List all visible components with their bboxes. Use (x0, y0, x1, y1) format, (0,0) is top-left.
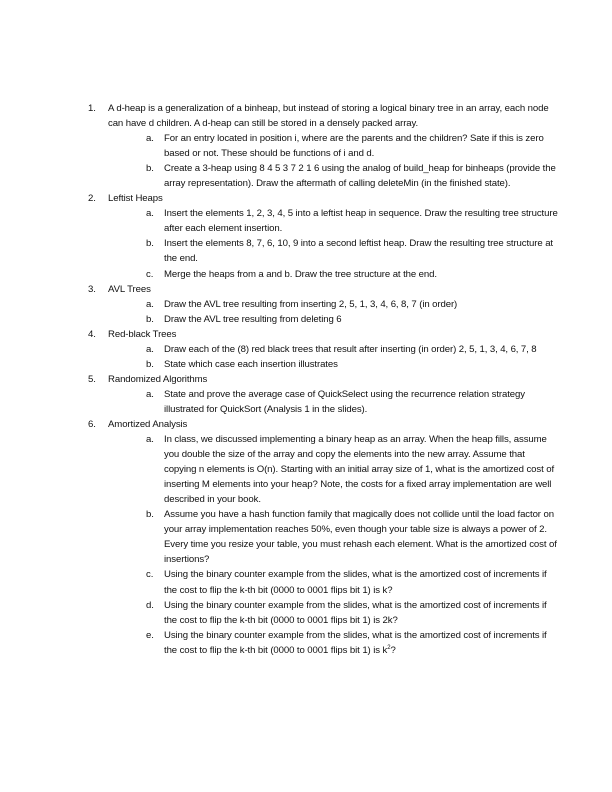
subquestion-letter: b. (146, 509, 154, 521)
subquestion-5a (108, 387, 558, 417)
subquestion-3b (108, 312, 558, 327)
subquestion-text-main: Using the binary counter example from the slides, what is the amortized cost of increments if the cost to flip the k-th bit (0000 to 0001 flips bit 1) is k (164, 629, 547, 656)
question-text: AVL Trees (108, 283, 151, 295)
question-number: 2. (88, 193, 96, 205)
subquestion-2c (108, 267, 558, 282)
question-number: 3. (88, 283, 96, 295)
subquestion-2b (108, 236, 558, 266)
subquestion-text: Insert the elements 8, 7, 6, 10, 9 into a second leftist heap. Draw the resulting tree structure at the end. (164, 238, 553, 265)
question-number: 1. (88, 103, 96, 114)
subquestion-text: For an entry located in position i, where are the parents and the children? Sate if this is zero based or not. These should be functions of i and d. (164, 133, 544, 160)
subquestion-text: State which case each insertion illustrates (164, 358, 338, 370)
subquestion-6e (108, 628, 558, 658)
subquestion-letter: a. (146, 298, 154, 310)
subquestion-letter: e. (146, 629, 154, 641)
subquestion-4a (108, 342, 558, 357)
subquestion-text (164, 628, 558, 658)
subquestion-letter: a. (146, 208, 154, 220)
subquestion-text: Insert the elements 1, 2, 3, 4, 5 into a leftist heap in sequence. Draw the resulting tree structure after each element insertion. (164, 208, 558, 235)
question-6 (88, 417, 558, 658)
subquestion-text: Draw each of the (8) red black trees that result after inserting (in order) 2, 5, 1, 3, 4, 6, 7, 8 (164, 343, 537, 355)
subquestion-6d (108, 598, 558, 628)
question-number: 4. (88, 328, 96, 340)
subquestion-letter: d. (146, 599, 154, 611)
subquestion-letter: a. (146, 343, 154, 355)
question-text: Red-black Trees (108, 328, 177, 340)
question-1 (88, 101, 558, 191)
subquestion-3a (108, 297, 558, 312)
subquestion-text-tail: ? (390, 644, 396, 656)
question-5 (88, 372, 558, 417)
subquestion-2a (108, 206, 558, 236)
question-text: Leftist Heaps (108, 193, 163, 205)
subquestion-letter: a. (146, 388, 154, 400)
subquestion-letter: b. (146, 313, 154, 325)
subquestion-letter: c. (146, 569, 154, 581)
subquestion-text: Using the binary counter example from the slides, what is the amortized cost of increments if the cost to flip the k-th bit (0000 to 0001 flips bit 1) is k? (164, 569, 547, 596)
subquestion-letter: c. (146, 268, 154, 280)
subquestion-1a (108, 131, 558, 161)
subquestion-text: Merge the heaps from a and b. Draw the tree structure at the end. (164, 268, 437, 280)
question-text: Amortized Analysis (108, 418, 188, 430)
question-3 (88, 282, 558, 327)
exponent: 2 (387, 644, 391, 651)
question-text: Randomized Algorithms (108, 373, 208, 385)
question-number: 5. (88, 373, 96, 385)
assignment-list (88, 101, 558, 658)
subquestion-letter: a. (146, 434, 154, 446)
subquestion-text: State and prove the average case of QuickSelect using the recurrence relation strategy illustrated for QuickSort (Analysis 1 in the slides). (164, 388, 525, 415)
subquestion-letter: b. (146, 238, 154, 250)
question-number: 6. (88, 418, 96, 430)
question-2 (88, 191, 558, 281)
subquestion-text: Assume you have a hash function family that magically does not collide until the load factor on your array implementation reaches 50%, even though your table size is always a power of 2. Every time you resize your table, you must rehash each element. What is the amortized cost of insertions? (164, 509, 557, 566)
subquestion-letter: b. (146, 358, 154, 370)
subquestion-1b (108, 161, 558, 191)
question-4 (88, 327, 558, 372)
subquestion-text: In class, we discussed implementing a binary heap as an array. When the heap fills, assume you double the size of the array and copy the elements into the new array. Assume that copying n elements is O(n). Starting with an initial array size of 1, what is the amortized cost of inserting M elements into your heap? Note, the costs for a fixed array implementation are well described in your book. (164, 434, 555, 506)
subquestion-6c (108, 567, 558, 597)
subquestion-6b (108, 507, 558, 567)
subquestion-letter: b. (146, 163, 154, 175)
subquestion-4b (108, 357, 558, 372)
subquestion-letter: a. (146, 133, 154, 145)
subquestion-6a (108, 432, 558, 507)
subquestion-text: Draw the AVL tree resulting from inserting 2, 5, 1, 3, 4, 6, 8, 7 (in order) (164, 298, 458, 310)
question-text: A d-heap is a generalization of a binheap, but instead of storing a logical binary tree in an array, each node can have d children. A d-heap can still be stored in a densely packed array. (108, 103, 549, 130)
subquestion-text: Create a 3-heap using 8 4 5 3 7 2 1 6 using the analog of build_heap for binheaps (provide the array representation). Draw the aftermath of calling deleteMin (in the finished state). (164, 163, 556, 190)
subquestion-text: Using the binary counter example from the slides, what is the amortized cost of increments if the cost to flip the k-th bit (0000 to 0001 flips bit 1) is 2k? (164, 599, 547, 626)
subquestion-text: Draw the AVL tree resulting from deleting 6 (164, 313, 342, 325)
